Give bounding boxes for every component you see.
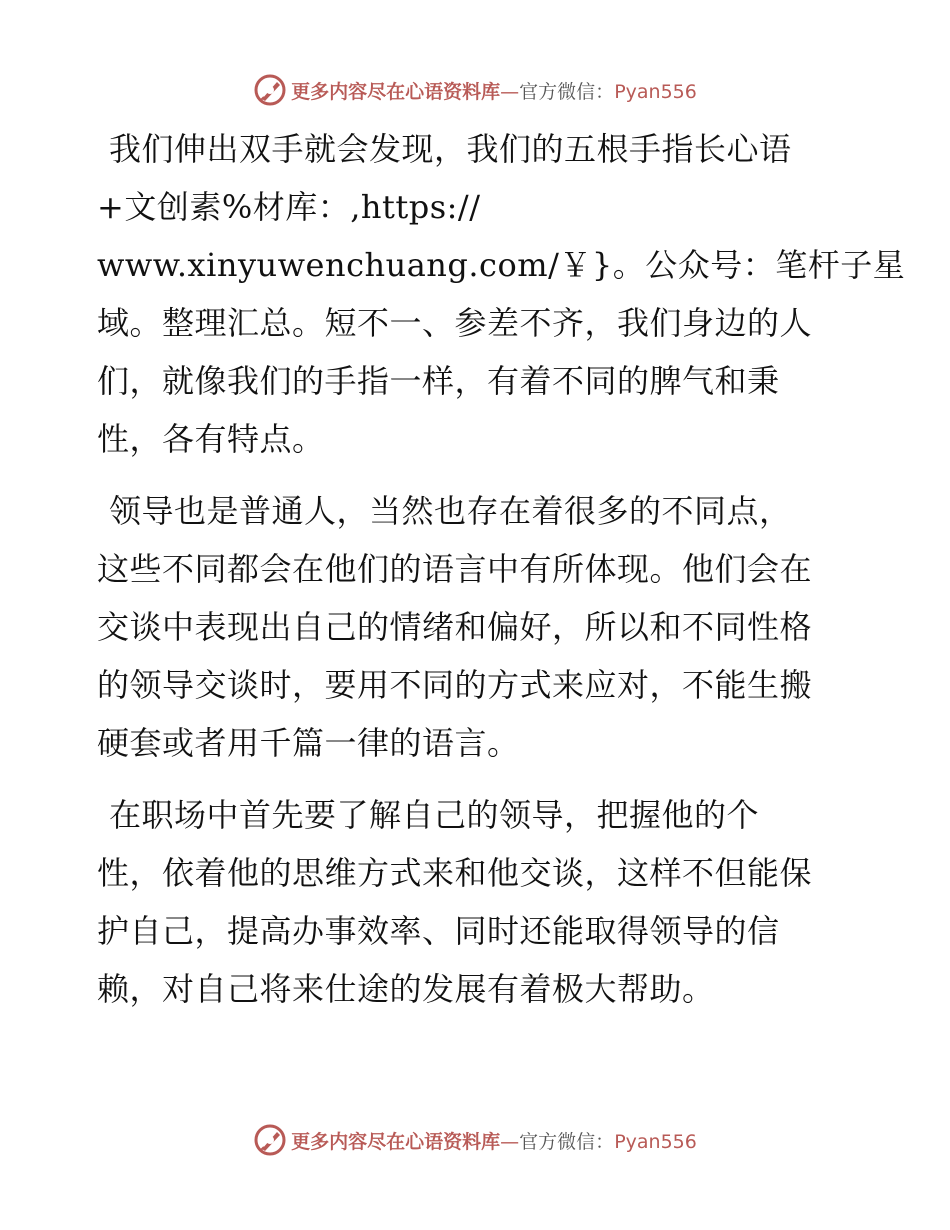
watermark-official-label: 官方微信： <box>519 80 615 103</box>
text-line: 护自己，提高办事效率、同时还能取得领导的信 <box>97 912 780 950</box>
paragraph-3 <box>97 786 857 1018</box>
quill-logo-icon <box>253 73 287 107</box>
watermark-text <box>291 77 697 104</box>
watermark-official-label: 官方微信： <box>519 1130 615 1153</box>
footer-watermark <box>0 1120 950 1160</box>
paragraph-1 <box>97 120 906 468</box>
text-line: www.xinyuwenchuang.com/￥}。公众号：笔杆子星 <box>97 246 906 284</box>
text-line: 赖，对自己将来仕途的发展有着极大帮助。 <box>97 970 715 1008</box>
text-line: 领导也是普通人，当然也存在着很多的不同点， <box>109 492 792 530</box>
watermark-dash: — <box>500 80 520 103</box>
text-line: 在职场中首先要了解自己的领导，把握他的个 <box>109 796 760 834</box>
text-line: 性，依着他的思维方式来和他交谈，这样不但能保 <box>97 854 813 892</box>
text-line: 性，各有特点。 <box>97 420 325 458</box>
text-line: 这些不同都会在他们的语言中有所体现。他们会在 <box>97 550 813 588</box>
watermark-wechat-id: Pyan556 <box>614 1130 697 1153</box>
watermark-text <box>291 1127 697 1154</box>
text-line: 的领导交谈时，要用不同的方式来应对，不能生搬 <box>97 666 813 704</box>
quill-logo-icon <box>253 1123 287 1157</box>
paragraph-2 <box>97 482 857 772</box>
text-line: 域。整理汇总。短不一、参差不齐，我们身边的人 <box>97 304 813 342</box>
watermark-dash: — <box>500 1130 520 1153</box>
text-line: 我们伸出双手就会发现，我们的五根手指长心语 <box>109 130 792 168</box>
text-line: 交谈中表现出自己的情绪和偏好，所以和不同性格 <box>97 608 813 646</box>
watermark-brand: 更多内容尽在心语资料库 <box>291 80 501 103</box>
watermark-brand: 更多内容尽在心语资料库 <box>291 1130 501 1153</box>
watermark-wechat-id: Pyan556 <box>614 80 697 103</box>
text-line: 们，就像我们的手指一样，有着不同的脾气和秉 <box>97 362 780 400</box>
document-body <box>97 120 906 1032</box>
header-watermark <box>0 70 950 110</box>
text-line: 硬套或者用千篇一律的语言。 <box>97 724 520 762</box>
text-line: +文创素%材库：,https:// <box>97 188 481 226</box>
